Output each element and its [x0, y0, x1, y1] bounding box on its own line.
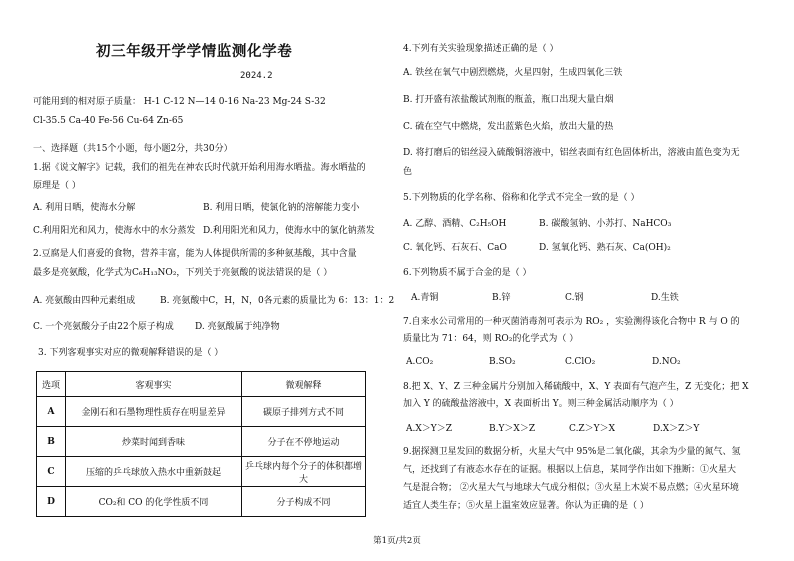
explain-cell: 乒乓球内每个分子的体积都增大: [242, 457, 366, 487]
q1-stem-line-2: 原理是（ ）: [33, 181, 81, 191]
exam-date: 2024.2: [240, 71, 273, 81]
table-row: [37, 487, 366, 517]
q1-option-c: C.利用阳光和风力，使海水中的水分蒸发: [33, 226, 196, 236]
q3-stem: 3. 下列客观事实对应的微观解释错误的是（ ）: [38, 348, 224, 358]
fact-cell: CO₂和 CO 的化学性质不同: [66, 487, 242, 517]
q5-stem: 5.下列物质的化学名称、俗称和化学式不完全一致的是（ ）: [403, 193, 640, 203]
q2-option-c: C. 一个亮氨酸分子由22个原子构成: [33, 322, 174, 332]
q7-option-a: A.CO₂: [406, 357, 434, 367]
q7-stem-line-1: 7.自来水公司常用的一种灭菌消毒剂可表示为 RO₂ ，实验测得该化合物中 R 与 O 的: [403, 317, 740, 327]
q8-option-c: C.Z＞Y＞X: [569, 424, 616, 434]
q5-option-a: A. 乙醇、酒精、C₂H₅OH: [403, 219, 507, 229]
q8-stem-line-1: 8.把 X、Y、Z 三种金属片分别加入稀硫酸中，X、Y 表面有气泡产生，Z 无变化；把 X: [403, 382, 749, 392]
option-cell: D: [37, 487, 66, 517]
explain-cell: 分子构成不同: [242, 487, 366, 517]
explain-cell: 分子在不停地运动: [242, 427, 366, 457]
q5-option-b: B. 碳酸氢钠、小苏打、NaHCO₃: [539, 219, 672, 229]
atomic-masses-line-1: 可能用到的相对原子质量： H-1 C-12 N—14 0-16 Na-23 Mg-24 S-32: [33, 97, 326, 107]
q8-option-d: D.X＞Z＞Y: [653, 424, 700, 434]
q8-stem-line-2: 加入 Y 的硫酸盐溶液中，X 表面析出 Y。则三种金属活动顺序为（ ）: [403, 399, 679, 409]
q7-option-c: C.ClO₂: [565, 357, 596, 367]
q9-stem-line-1: 9.据探测卫星发回的数据分析，火星大气中 95%是二氧化碳，其余为少量的氮气、氢: [403, 447, 741, 457]
q6-option-a: A.青铜: [411, 293, 439, 303]
q4-option-a: A. 铁丝在氧气中剧烈燃烧，火星四射，生成四氧化三铁: [403, 68, 623, 78]
table-row: [37, 457, 366, 487]
fact-cell: 炒菜时闻到香味: [66, 427, 242, 457]
table-header-row: [37, 372, 366, 397]
q2-option-a: A. 亮氨酸由四种元素组成: [33, 296, 136, 306]
section-heading: 一、选择题（共15个小题，每小题2分，共30分）: [33, 144, 233, 154]
table-header-cell: 选项: [37, 372, 66, 397]
q1-option-a: A. 利用日晒，使海水分解: [33, 203, 136, 213]
q4-option-c: C. 硫在空气中燃烧，发出蓝紫色火焰，放出大量的热: [403, 122, 614, 132]
q9-stem-line-3: 气是混合物； ②火星大气与地球大气成分相似；③火星上木炭不易点燃；④火星环境: [403, 483, 739, 493]
q4-option-d-line-2: 色: [403, 167, 413, 177]
q4-option-d-line-1: D. 将打磨后的铝丝浸入硫酸铜溶液中，铝丝表面有红色固体析出，溶液由蓝色变为无: [403, 148, 740, 158]
right-column: [397, 0, 794, 561]
q7-option-d: D.NO₂: [652, 357, 681, 367]
q5-option-d: D. 氢氧化钙、熟石灰、Ca(OH)₂: [539, 243, 671, 253]
option-cell: B: [37, 427, 66, 457]
q8-option-a: A.X＞Y＞Z: [406, 424, 452, 434]
q6-option-d: D.生铁: [651, 293, 679, 303]
page-footer: 第1页/共2页: [373, 536, 421, 546]
q8-option-b: B.Y＞X＞Z: [489, 424, 536, 434]
atomic-masses-line-2: Cl-35.5 Ca-40 Fe-56 Cu-64 Zn-65: [33, 116, 184, 126]
fact-cell: 压缩的乒乓球放入热水中重新鼓起: [66, 457, 242, 487]
q4-option-b: B. 打开盛有浓盐酸试剂瓶的瓶盖，瓶口出现大量白烟: [403, 95, 614, 105]
explain-cell: 碳原子排列方式不同: [242, 397, 366, 427]
q6-stem: 6.下列物质不属于合金的是（ ）: [403, 268, 532, 278]
q2-option-b: B. 亮氨酸中C，H，N，0各元素的质量比为 6：13：1：2: [160, 296, 395, 306]
table-row: [37, 397, 366, 427]
q5-option-c: C. 氧化钙、石灰石、CaO: [403, 243, 507, 253]
table-header-cell: 微观解释: [242, 372, 366, 397]
q1-option-d: D.利用阳光和风力，使海水中的氯化钠蒸发: [203, 226, 375, 236]
q7-stem-line-2: 质量比为 71：64，则 RO₂的化学式为（ ）: [403, 334, 579, 344]
q1-stem-line-1: 1.据《说文解字》记载，我们的祖先在神农氏时代就开始利用海水晒盐。海水晒盐的: [33, 163, 366, 173]
q7-option-b: B.SO₂: [489, 357, 516, 367]
q6-option-b: B.锌: [492, 293, 511, 303]
q9-stem-line-4: 适宜人类生存；⑤火星上温室效应显著。你认为正确的是（ ）: [403, 501, 649, 511]
page-title: 初三年级开学学情监测化学卷: [96, 43, 293, 60]
q4-stem: 4.下列有关实验现象描述正确的是（ ）: [403, 44, 559, 54]
q6-option-c: C.钢: [565, 293, 584, 303]
table-header-cell: 客观事实: [66, 372, 242, 397]
q2-stem-line-2: 最多是亮氨酸，化学式为C₆H₁₃NO₂，下列关于亮氨酸的说法错误的是（ ）: [33, 268, 333, 278]
q9-stem-line-2: 气，还找到了有液态水存在的证据。根据以上信息，某同学作出如下推断：①火星大: [403, 465, 737, 475]
option-cell: A: [37, 397, 66, 427]
option-cell: C: [37, 457, 66, 487]
q2-option-d: D. 亮氨酸属于纯净物: [195, 322, 280, 332]
q3-table: [36, 371, 366, 517]
fact-cell: 金刚石和石墨物理性质存在明显差异: [66, 397, 242, 427]
q1-option-b: B. 利用日晒，使氯化钠的溶解能力变小: [203, 203, 360, 213]
q2-stem-line-1: 2.豆腐是人们喜爱的食物，营养丰富，能为人体提供所需的多种氨基酸，其中含量: [33, 249, 357, 259]
table-row: [37, 427, 366, 457]
